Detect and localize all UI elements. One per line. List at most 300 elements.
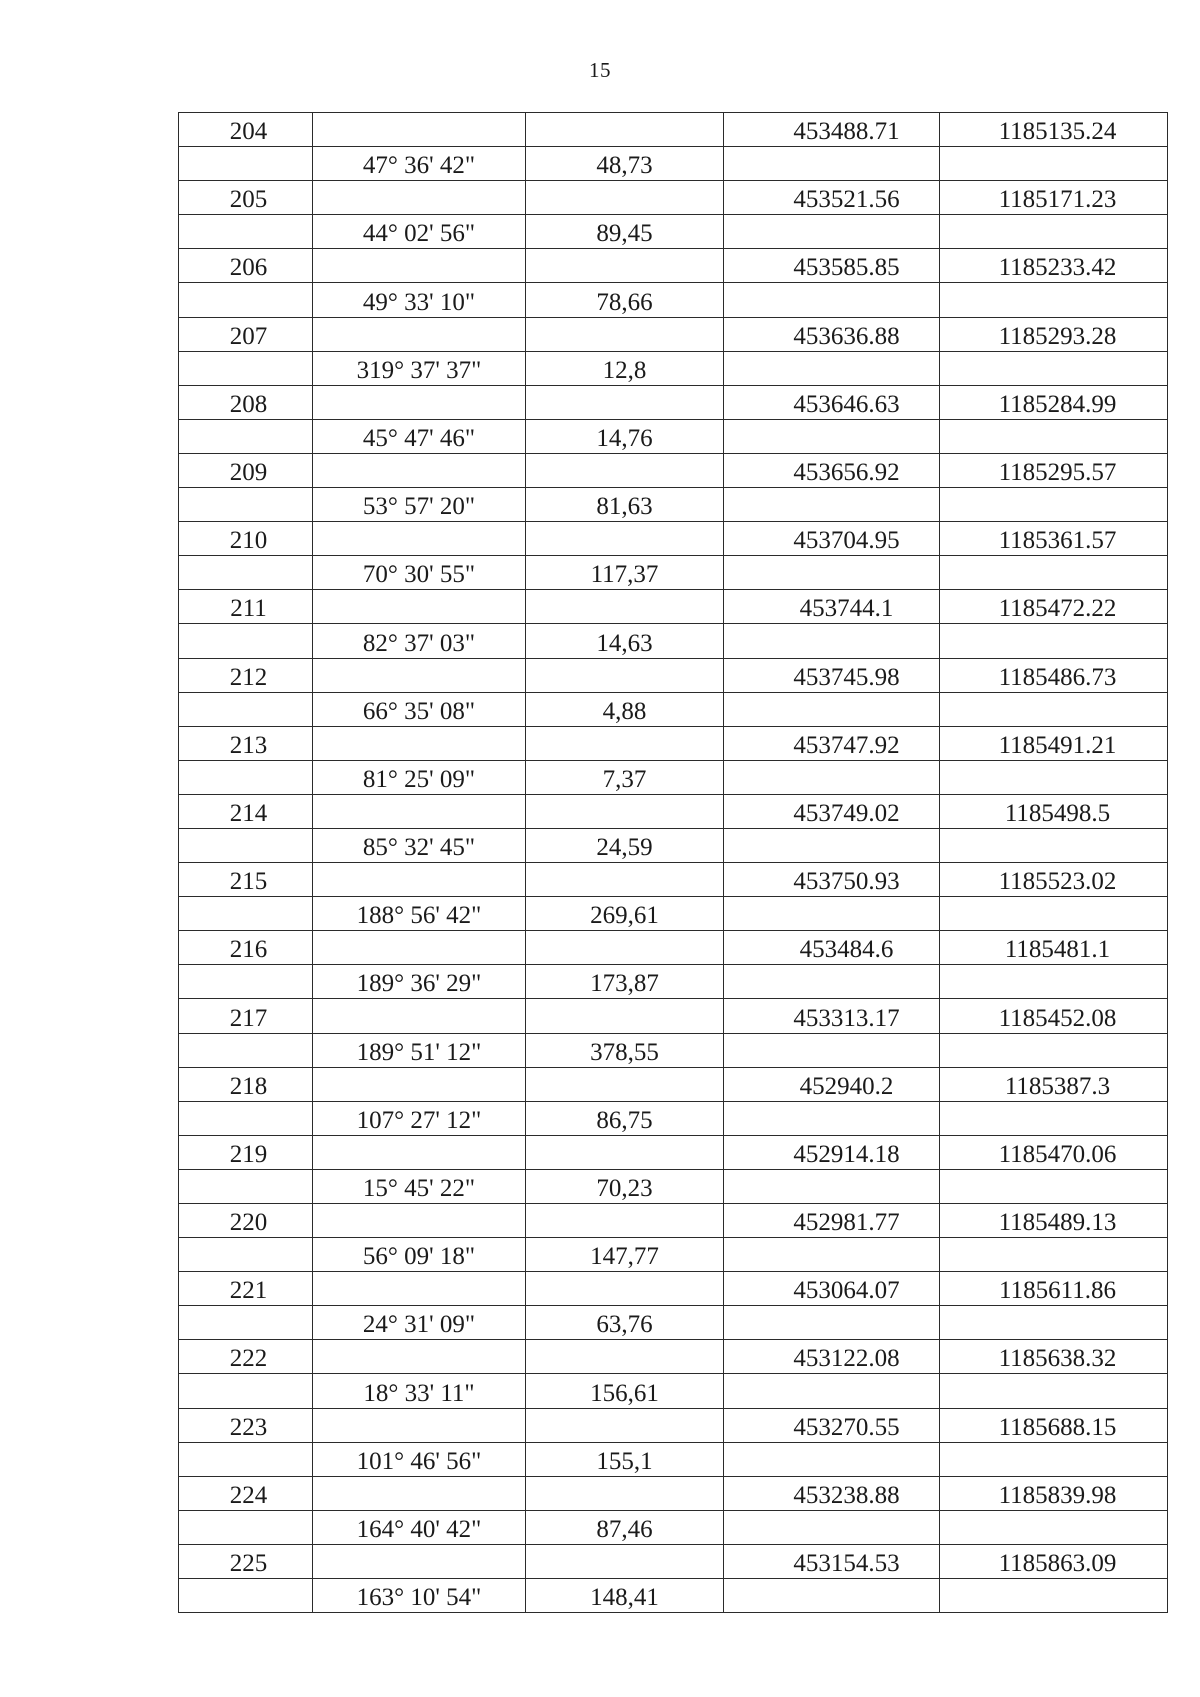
x-coordinate-value: 453238.88: [793, 1481, 900, 1509]
x-coordinate-cell: [724, 760, 940, 794]
x-coordinate-cell: [724, 1067, 940, 1101]
distance-cell: [526, 1272, 724, 1306]
point-row: [179, 931, 1168, 965]
y-coordinate-cell: [940, 488, 1168, 522]
angle-cell: [313, 419, 526, 453]
angle-cell: [313, 658, 526, 692]
point-number-cell: [179, 828, 313, 862]
x-coordinate-cell: [724, 249, 940, 283]
point-number-value: 214: [229, 799, 268, 827]
point-number-value: 212: [229, 663, 268, 691]
point-number-cell: [179, 590, 313, 624]
point-number-cell: [179, 453, 313, 487]
angle-value: 70° 30' 55": [362, 561, 476, 589]
distance-value: 63,76: [596, 1311, 653, 1339]
y-coordinate-value: 1185486.73: [998, 663, 1117, 691]
point-number-cell: [179, 760, 313, 794]
segment-row: [179, 1033, 1168, 1067]
segment-row: [179, 1306, 1168, 1340]
segment-row: [179, 1101, 1168, 1135]
angle-value: 47° 36' 42": [362, 152, 476, 180]
segment-row: [179, 828, 1168, 862]
distance-cell: [526, 828, 724, 862]
x-coordinate-value: 453656.92: [793, 459, 900, 487]
point-number-cell: [179, 1408, 313, 1442]
x-coordinate-cell: [724, 863, 940, 897]
y-coordinate-value: 1185295.57: [998, 459, 1117, 487]
point-number-value: 221: [229, 1277, 268, 1305]
x-coordinate-value: 453313.17: [793, 1004, 900, 1032]
angle-value: 107° 27' 12": [356, 1106, 482, 1134]
angle-cell: [313, 1510, 526, 1544]
x-coordinate-cell: [724, 794, 940, 828]
distance-cell: [526, 488, 724, 522]
angle-cell: [313, 215, 526, 249]
angle-cell: [313, 488, 526, 522]
distance-value: 156,61: [590, 1379, 659, 1407]
point-row: [179, 999, 1168, 1033]
point-number-value: 209: [229, 459, 268, 487]
x-coordinate-value: 452940.2: [799, 1072, 894, 1100]
point-number-cell: [179, 249, 313, 283]
angle-value: 49° 33' 10": [362, 288, 476, 316]
point-row: [179, 1135, 1168, 1169]
y-coordinate-value: 1185233.42: [998, 254, 1117, 282]
distance-cell: [526, 863, 724, 897]
distance-value: 48,73: [596, 152, 653, 180]
point-number-value: 223: [229, 1413, 268, 1441]
point-number-cell: [179, 147, 313, 181]
angle-cell: [313, 863, 526, 897]
distance-cell: [526, 385, 724, 419]
point-number-cell: [179, 692, 313, 726]
y-coordinate-cell: [940, 453, 1168, 487]
x-coordinate-value: 452914.18: [793, 1140, 900, 1168]
angle-value: 189° 51' 12": [356, 1038, 482, 1066]
point-number-cell: [179, 658, 313, 692]
x-coordinate-cell: [724, 317, 940, 351]
point-number-cell: [179, 181, 313, 215]
distance-value: 81,63: [596, 493, 653, 521]
point-number-cell: [179, 999, 313, 1033]
y-coordinate-cell: [940, 351, 1168, 385]
point-number-cell: [179, 794, 313, 828]
y-coordinate-value: 1185688.15: [998, 1413, 1117, 1441]
distance-cell: [526, 1238, 724, 1272]
y-coordinate-value: 1185452.08: [998, 1004, 1117, 1032]
point-row: [179, 1272, 1168, 1306]
distance-value: 148,41: [590, 1584, 659, 1612]
y-coordinate-value: 1185387.3: [1004, 1072, 1111, 1100]
angle-cell: [313, 522, 526, 556]
y-coordinate-cell: [940, 1033, 1168, 1067]
y-coordinate-cell: [940, 1067, 1168, 1101]
angle-cell: [313, 931, 526, 965]
angle-cell: [313, 249, 526, 283]
angle-cell: [313, 1442, 526, 1476]
x-coordinate-cell: [724, 965, 940, 999]
point-number-cell: [179, 556, 313, 590]
point-number-value: 206: [229, 254, 268, 282]
x-coordinate-cell: [724, 453, 940, 487]
angle-cell: [313, 283, 526, 317]
y-coordinate-cell: [940, 1408, 1168, 1442]
y-coordinate-value: 1185361.57: [998, 527, 1117, 555]
segment-row: [179, 624, 1168, 658]
point-row: [179, 1544, 1168, 1578]
angle-cell: [313, 1340, 526, 1374]
x-coordinate-value: 453521.56: [793, 186, 900, 214]
distance-cell: [526, 522, 724, 556]
point-number-cell: [179, 419, 313, 453]
y-coordinate-cell: [940, 760, 1168, 794]
point-number-cell: [179, 1067, 313, 1101]
x-coordinate-cell: [724, 726, 940, 760]
angle-cell: [313, 1544, 526, 1578]
distance-value: 87,46: [596, 1515, 653, 1543]
point-number-value: 204: [229, 118, 268, 146]
distance-value: 70,23: [596, 1175, 653, 1202]
distance-cell: [526, 658, 724, 692]
y-coordinate-value: 1185284.99: [998, 390, 1117, 418]
angle-cell: [313, 351, 526, 385]
point-number-value: 207: [229, 322, 268, 350]
angle-value: 163° 10' 54": [356, 1584, 482, 1612]
point-number-cell: [179, 726, 313, 760]
y-coordinate-cell: [940, 1238, 1168, 1272]
angle-value: 56° 09' 18": [362, 1243, 476, 1271]
x-coordinate-value: 453064.07: [793, 1277, 900, 1305]
distance-cell: [526, 1510, 724, 1544]
y-coordinate-cell: [940, 1442, 1168, 1476]
point-number-value: 213: [229, 731, 268, 759]
point-number-value: 225: [229, 1550, 268, 1578]
point-number-cell: [179, 283, 313, 317]
point-number-cell: [179, 1544, 313, 1578]
x-coordinate-value: 453122.08: [793, 1345, 900, 1373]
x-coordinate-cell: [724, 1135, 940, 1169]
y-coordinate-value: 1185523.02: [998, 868, 1117, 896]
angle-value: 81° 25' 09": [362, 765, 476, 793]
point-number-cell: [179, 1033, 313, 1067]
y-coordinate-value: 1185135.24: [998, 118, 1117, 146]
y-coordinate-value: 1185171.23: [998, 186, 1117, 214]
distance-value: 155,1: [596, 1447, 653, 1475]
point-number-cell: [179, 1510, 313, 1544]
y-coordinate-value: 1185481.1: [1004, 936, 1111, 964]
point-number-value: 220: [229, 1209, 268, 1237]
point-number-value: 224: [229, 1481, 268, 1509]
point-number-cell: [179, 215, 313, 249]
distance-value: 12,8: [602, 356, 647, 384]
y-coordinate-cell: [940, 385, 1168, 419]
angle-cell: [313, 147, 526, 181]
y-coordinate-cell: [940, 1340, 1168, 1374]
x-coordinate-value: 453636.88: [793, 322, 900, 350]
angle-cell: [313, 760, 526, 794]
point-number-cell: [179, 624, 313, 658]
angle-cell: [313, 590, 526, 624]
x-coordinate-cell: [724, 556, 940, 590]
point-number-cell: [179, 931, 313, 965]
x-coordinate-cell: [724, 590, 940, 624]
distance-cell: [526, 931, 724, 965]
angle-cell: [313, 453, 526, 487]
x-coordinate-value: 453646.63: [793, 390, 900, 418]
angle-value: 44° 02' 56": [362, 220, 476, 248]
x-coordinate-value: 453484.6: [799, 936, 894, 964]
angle-cell: [313, 1579, 526, 1613]
y-coordinate-cell: [940, 692, 1168, 726]
point-row: [179, 726, 1168, 760]
distance-cell: [526, 794, 724, 828]
y-coordinate-cell: [940, 1374, 1168, 1408]
y-coordinate-cell: [940, 1306, 1168, 1340]
y-coordinate-cell: [940, 726, 1168, 760]
segment-row: [179, 351, 1168, 385]
angle-cell: [313, 692, 526, 726]
point-row: [179, 113, 1168, 147]
angle-cell: [313, 1135, 526, 1169]
segment-row: [179, 760, 1168, 794]
distance-cell: [526, 965, 724, 999]
y-coordinate-value: 1185498.5: [1004, 799, 1111, 827]
distance-value: 378,55: [590, 1038, 659, 1066]
angle-cell: [313, 1101, 526, 1135]
point-number-cell: [179, 1442, 313, 1476]
angle-value: 85° 32' 45": [362, 834, 476, 862]
distance-cell: [526, 556, 724, 590]
y-coordinate-cell: [940, 317, 1168, 351]
x-coordinate-value: 453744.1: [799, 595, 894, 623]
segment-row: [179, 897, 1168, 931]
y-coordinate-cell: [940, 215, 1168, 249]
segment-row: [179, 1510, 1168, 1544]
segment-row: [179, 283, 1168, 317]
angle-value: 188° 56' 42": [356, 902, 482, 930]
distance-cell: [526, 181, 724, 215]
angle-cell: [313, 1374, 526, 1408]
y-coordinate-cell: [940, 1272, 1168, 1306]
point-row: [179, 1204, 1168, 1238]
segment-row: [179, 419, 1168, 453]
distance-cell: [526, 249, 724, 283]
point-number-cell: [179, 1272, 313, 1306]
point-number-cell: [179, 317, 313, 351]
y-coordinate-cell: [940, 181, 1168, 215]
angle-value: 101° 46' 56": [356, 1447, 482, 1475]
point-number-cell: [179, 1374, 313, 1408]
distance-value: 269,61: [590, 902, 659, 930]
x-coordinate-value: 453749.02: [793, 799, 900, 827]
angle-cell: [313, 1033, 526, 1067]
distance-cell: [526, 999, 724, 1033]
y-coordinate-cell: [940, 931, 1168, 965]
distance-value: 117,37: [590, 561, 659, 589]
point-number-cell: [179, 113, 313, 147]
angle-cell: [313, 624, 526, 658]
x-coordinate-cell: [724, 215, 940, 249]
x-coordinate-cell: [724, 931, 940, 965]
segment-row: [179, 556, 1168, 590]
x-coordinate-cell: [724, 385, 940, 419]
angle-cell: [313, 1169, 526, 1203]
point-number-cell: [179, 897, 313, 931]
segment-row: [179, 215, 1168, 249]
point-number-cell: [179, 351, 313, 385]
distance-cell: [526, 1169, 724, 1203]
point-number-cell: [179, 1169, 313, 1203]
point-row: [179, 249, 1168, 283]
distance-cell: [526, 692, 724, 726]
x-coordinate-cell: [724, 488, 940, 522]
distance-cell: [526, 1204, 724, 1238]
angle-cell: [313, 1272, 526, 1306]
x-coordinate-cell: [724, 1442, 940, 1476]
angle-cell: [313, 385, 526, 419]
distance-cell: [526, 1408, 724, 1442]
x-coordinate-value: 453488.71: [793, 118, 900, 146]
x-coordinate-cell: [724, 1408, 940, 1442]
distance-value: 14,63: [596, 629, 653, 657]
distance-cell: [526, 1135, 724, 1169]
angle-cell: [313, 1476, 526, 1510]
y-coordinate-cell: [940, 113, 1168, 147]
point-row: [179, 1476, 1168, 1510]
y-coordinate-cell: [940, 249, 1168, 283]
angle-cell: [313, 897, 526, 931]
point-row: [179, 1067, 1168, 1101]
angle-cell: [313, 1306, 526, 1340]
distance-value: 14,76: [596, 424, 653, 452]
distance-cell: [526, 624, 724, 658]
x-coordinate-cell: [724, 1510, 940, 1544]
coordinates-table-container: [178, 112, 1167, 1613]
distance-cell: [526, 283, 724, 317]
x-coordinate-cell: [724, 1101, 940, 1135]
distance-value: 89,45: [596, 220, 653, 248]
y-coordinate-cell: [940, 1544, 1168, 1578]
angle-cell: [313, 999, 526, 1033]
distance-cell: [526, 317, 724, 351]
point-row: [179, 317, 1168, 351]
angle-cell: [313, 181, 526, 215]
y-coordinate-value: 1185863.09: [998, 1550, 1117, 1578]
x-coordinate-cell: [724, 522, 940, 556]
x-coordinate-cell: [724, 692, 940, 726]
distance-value: 147,77: [590, 1243, 659, 1271]
distance-cell: [526, 113, 724, 147]
y-coordinate-value: 1185293.28: [998, 322, 1117, 350]
page-number: 15: [589, 58, 611, 82]
coordinates-table: [178, 112, 1168, 1613]
y-coordinate-cell: [940, 658, 1168, 692]
x-coordinate-cell: [724, 1306, 940, 1340]
y-coordinate-value: 1185611.86: [999, 1277, 1116, 1305]
x-coordinate-cell: [724, 113, 940, 147]
distance-cell: [526, 419, 724, 453]
point-row: [179, 1408, 1168, 1442]
segment-row: [179, 488, 1168, 522]
angle-cell: [313, 1204, 526, 1238]
distance-cell: [526, 897, 724, 931]
point-number-value: 205: [229, 186, 268, 214]
x-coordinate-cell: [724, 1476, 940, 1510]
distance-cell: [526, 760, 724, 794]
point-number-cell: [179, 522, 313, 556]
angle-cell: [313, 317, 526, 351]
angle-cell: [313, 726, 526, 760]
distance-value: 24,59: [596, 834, 653, 862]
y-coordinate-value: 1185638.32: [998, 1345, 1117, 1373]
x-coordinate-cell: [724, 624, 940, 658]
distance-cell: [526, 1101, 724, 1135]
angle-cell: [313, 1238, 526, 1272]
point-number-value: 215: [229, 868, 268, 896]
distance-value: 86,75: [596, 1106, 653, 1134]
y-coordinate-cell: [940, 965, 1168, 999]
distance-cell: [526, 1544, 724, 1578]
angle-cell: [313, 113, 526, 147]
point-number-value: 211: [230, 595, 267, 623]
y-coordinate-cell: [940, 828, 1168, 862]
distance-value: 173,87: [590, 970, 659, 998]
segment-row: [179, 1374, 1168, 1408]
segment-row: [179, 147, 1168, 181]
segment-row: [179, 965, 1168, 999]
y-coordinate-value: 1185470.06: [998, 1140, 1117, 1168]
distance-cell: [526, 590, 724, 624]
point-number-value: 217: [229, 1004, 268, 1032]
distance-cell: [526, 1067, 724, 1101]
y-coordinate-cell: [940, 1135, 1168, 1169]
y-coordinate-cell: [940, 897, 1168, 931]
angle-value: 189° 36' 29": [356, 970, 482, 998]
angle-cell: [313, 1067, 526, 1101]
x-coordinate-cell: [724, 181, 940, 215]
y-coordinate-cell: [940, 1101, 1168, 1135]
x-coordinate-value: 453704.95: [793, 527, 900, 555]
x-coordinate-cell: [724, 419, 940, 453]
point-number-value: 219: [229, 1140, 268, 1168]
distance-cell: [526, 1033, 724, 1067]
distance-cell: [526, 215, 724, 249]
y-coordinate-value: 1185839.98: [998, 1481, 1117, 1509]
x-coordinate-cell: [724, 147, 940, 181]
point-row: [179, 1340, 1168, 1374]
x-coordinate-value: 452981.77: [793, 1209, 900, 1237]
distance-cell: [526, 1579, 724, 1613]
point-row: [179, 385, 1168, 419]
point-row: [179, 794, 1168, 828]
point-number-cell: [179, 488, 313, 522]
segment-row: [179, 1238, 1168, 1272]
segment-row: [179, 692, 1168, 726]
y-coordinate-cell: [940, 999, 1168, 1033]
distance-value: 4,88: [602, 697, 647, 725]
angle-value: 24° 31' 09": [362, 1311, 476, 1339]
angle-value: 15° 45' 22": [362, 1175, 476, 1202]
y-coordinate-cell: [940, 522, 1168, 556]
point-number-value: 218: [229, 1072, 268, 1100]
x-coordinate-cell: [724, 658, 940, 692]
angle-cell: [313, 794, 526, 828]
segment-row: [179, 1579, 1168, 1613]
angle-value: 66° 35' 08": [362, 697, 476, 725]
x-coordinate-cell: [724, 999, 940, 1033]
distance-cell: [526, 726, 724, 760]
point-number-value: 222: [229, 1345, 268, 1373]
